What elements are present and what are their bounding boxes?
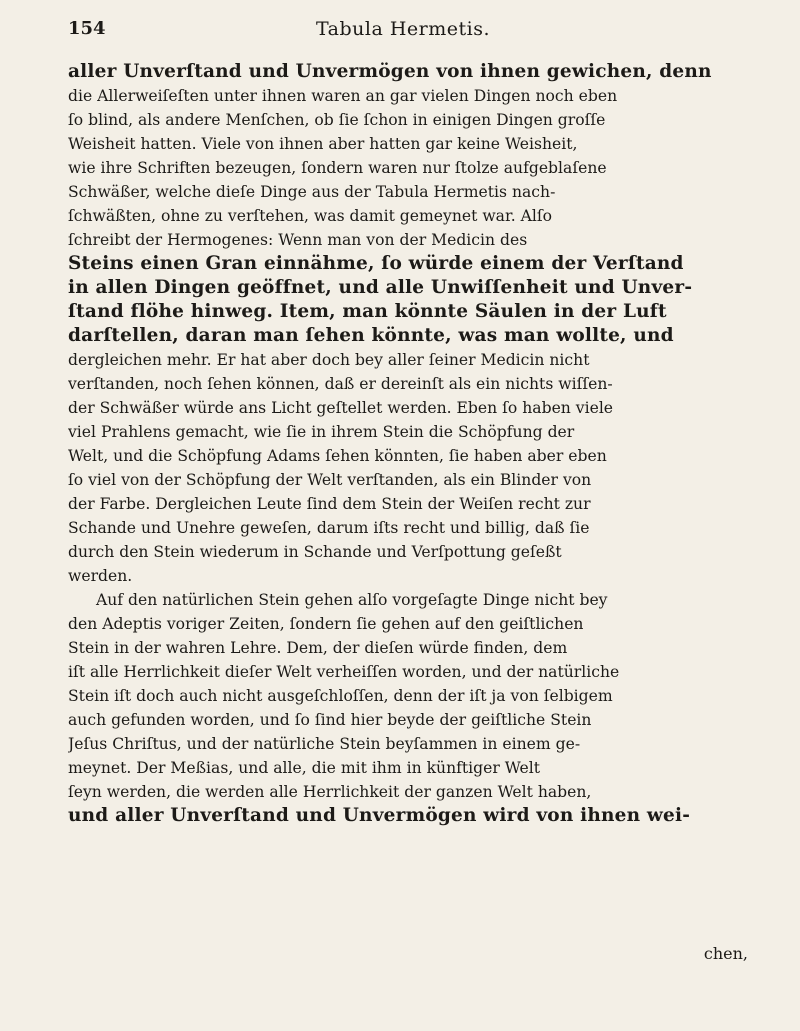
text-line: meynet. Der Meßias, und alle, die mit ihm in künftiger Welt [68, 759, 540, 777]
text-line: Schande und Unehre geweſen, darum iſts recht und billig, daß ſie [68, 519, 590, 537]
text-line: der Schwäßer würde ans Licht geſtellet werden. Eben ſo haben viele [68, 399, 614, 417]
text-line: iſt alle Herrlichkeit dieſer Welt verheiſſen worden, und der natürliche [68, 663, 620, 681]
text-line: Weisheit hatten. Viele von ihnen aber hatten gar keine Weisheit, [68, 135, 578, 153]
text-line: werden. [68, 567, 133, 585]
text-line: ſchwäßten, ohne zu verſtehen, was damit gemeynet war. Alſo [68, 207, 553, 225]
text-line: ſo blind, als andere Menſchen, ob ſie ſchon in einigen Dingen groſſe [68, 111, 606, 129]
text-line: ſchreibt der Hermogenes: Wenn man von der Medicin des [68, 231, 528, 249]
text-line: die Allerweiſeſten unter ihnen waren an gar vielen Dingen noch eben [68, 87, 618, 105]
page-number: 154 [68, 18, 106, 39]
text-line: ſeyn werden, die werden alle Herrlichkeit der ganzen Welt haben, [68, 783, 592, 801]
catchword: chen, [703, 944, 748, 963]
running-head: Tabula Hermetis. [315, 18, 491, 40]
text-line: Jeſus Chriſtus, und der natürliche Stein beyſammen in einem ge- [68, 735, 581, 753]
text-line: dergleichen mehr. Er hat aber doch bey aller ſeiner Medicin nicht [68, 351, 590, 369]
text-line: Stein iſt doch auch nicht ausgeſchloſſen, denn der iſt ja von ſelbigem [68, 687, 613, 705]
text-line: Schwäßer, welche dieſe Dinge aus der Tabula Hermetis nach- [68, 183, 556, 201]
page-header [68, 18, 738, 54]
text-line: darſtellen, daran man ſehen könnte, was man wollte, und [68, 325, 674, 346]
text-line: aller Unverſtand und Unvermögen von ihnen gewichen, denn [68, 61, 712, 82]
text-line: der Farbe. Dergleichen Leute ſind dem Stein der Weiſen recht zur [68, 495, 591, 513]
text-line: ſo viel von der Schöpfung der Welt verſtanden, als ein Blinder von [68, 471, 592, 489]
text-line: den Adeptis voriger Zeiten, ſondern ſie gehen auf den geiſtlichen [68, 615, 584, 633]
text-line: Stein in der wahren Lehre. Dem, der dieſen würde finden, dem [68, 639, 568, 657]
text-line: und aller Unverſtand und Unvermögen wird von ihnen wei- [68, 805, 691, 826]
text-line: in allen Dingen geöffnet, und alle Unwiſſenheit und Unver- [68, 277, 693, 298]
text-line: Auf den natürlichen Stein gehen alſo vorgeſagte Dinge nicht bey [96, 591, 608, 609]
text-line: auch gefunden worden, und ſo ſind hier beyde der geiſtliche Stein [68, 711, 592, 729]
text-line: verſtanden, noch ſehen können, daß er dereinſt als ein nichts wiſſen- [68, 375, 613, 393]
text-line: wie ihre Schriften bezeugen, ſondern waren nur ſtolze aufgeblaſene [68, 159, 607, 177]
text-line: durch den Stein wiederum in Schande und Verſpottung geſeßt [68, 543, 562, 561]
text-line: Steins einen Gran einnähme, ſo würde einem der Verſtand [68, 253, 684, 274]
text-line: Welt, und die Schöpfung Adams ſehen könnten, ſie haben aber eben [68, 447, 607, 465]
body-text [68, 60, 748, 828]
text-line: ſtand flöhe hinweg. Item, man könnte Säulen in der Luft [68, 301, 667, 322]
text-line: viel Prahlens gemacht, wie ſie in ihrem Stein die Schöpfung der [68, 423, 575, 441]
